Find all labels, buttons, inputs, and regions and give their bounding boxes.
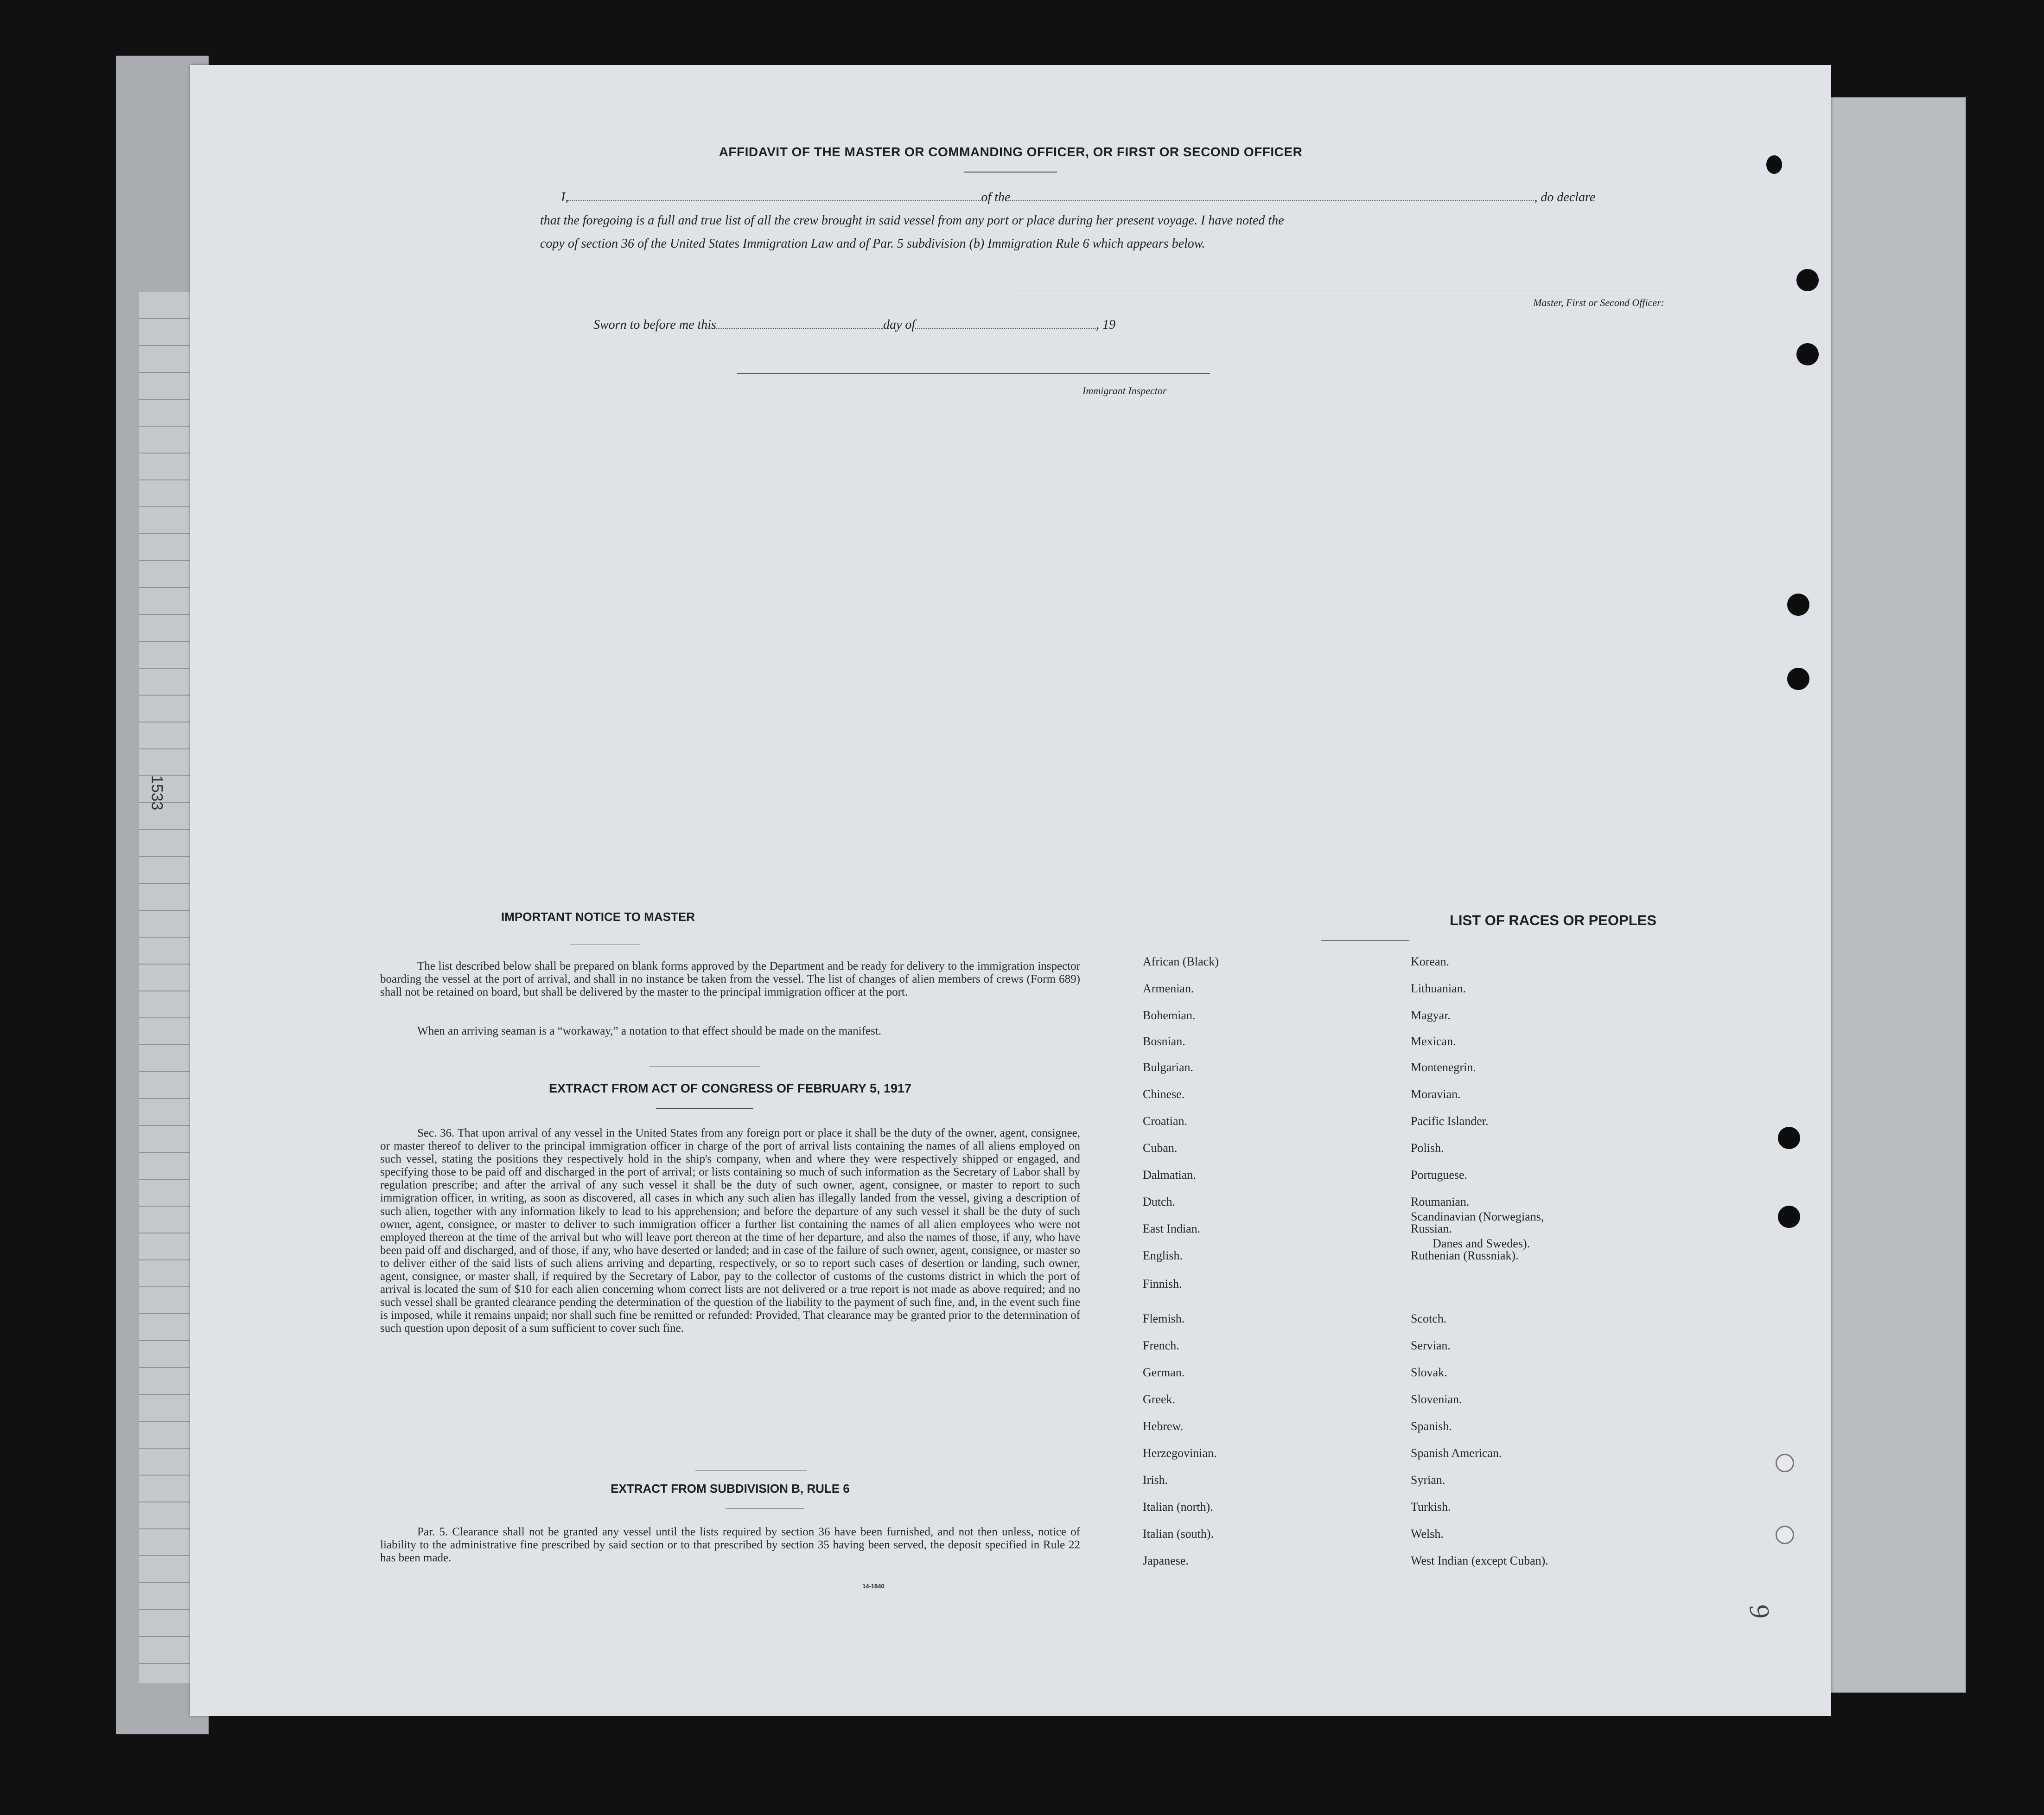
race-item: Russian. [1411,1222,1452,1235]
race-item: French. [1143,1339,1179,1352]
race-item: Slovak. [1411,1366,1447,1379]
affidavit-line-3: copy of section 36 of the United States Immigration Law and of Par. 5 subdivision (b) Immigration Rule 6 which appears below. [540,236,1205,251]
race-item: Flemish. [1143,1312,1185,1325]
punch-hole [1778,1206,1800,1228]
affidavit-of-the: of the [981,190,1011,205]
race-item: Chinese. [1143,1087,1185,1101]
race-item: Portuguese. [1411,1168,1468,1182]
race-item: Bohemian. [1143,1009,1196,1022]
race-scandinavian-continued: Danes and Swedes). [1433,1237,1530,1250]
race-item: African (Black) [1143,955,1219,968]
race-item: East Indian. [1143,1222,1201,1235]
affidavit-line-1 [561,190,1664,205]
race-item: Irish. [1143,1473,1168,1487]
margin-mark: 9 [1743,1601,1776,1621]
race-item: Finnish. [1143,1277,1182,1291]
race-item: Magyar. [1411,1009,1451,1022]
punch-hole [1787,594,1809,616]
race-item: Polish. [1411,1141,1444,1155]
race-item: Ruthenian (Russniak). [1411,1249,1519,1262]
race-item: Italian (north). [1143,1500,1213,1514]
race-item: German. [1143,1366,1185,1379]
punch-hole-empty [1776,1526,1794,1544]
race-item: Greek. [1143,1393,1176,1406]
form-code: 14-1840 [862,1583,885,1590]
sworn-year: , 19 [1096,318,1116,332]
race-item: Croatian. [1143,1114,1188,1128]
sworn-prefix: Sworn to before me this [593,318,716,332]
background-ruled-strip [139,292,190,1683]
race-item: Dutch. [1143,1195,1176,1208]
affidavit-title: AFFIDAVIT OF THE MASTER OR COMMANDING OFFICER, OR FIRST OR SECOND OFFICER [719,145,1303,159]
affidavit-line-2: that the foregoing is a full and true list of all the crew brought in said vessel from any port or place during her present voyage. I have noted the [540,213,1284,228]
race-item: Welsh. [1411,1527,1444,1540]
punch-hole [1787,668,1809,690]
background-sheet-right [1817,97,1966,1693]
race-item: Servian. [1411,1339,1451,1352]
race-item: English. [1143,1249,1183,1262]
races-title: LIST OF RACES OR PEOPLES [1449,912,1657,928]
race-item: Cuban. [1143,1141,1178,1155]
race-item: Bulgarian. [1143,1061,1194,1074]
race-item: Dalmatian. [1143,1168,1196,1182]
race-item: West Indian (except Cuban). [1411,1554,1548,1567]
race-item: Scandinavian (Norwegians, [1411,1210,1544,1223]
race-item: Japanese. [1143,1554,1189,1567]
day-blank [716,328,883,329]
vessel-blank [1010,200,1534,201]
race-item: Hebrew. [1143,1419,1184,1433]
race-item: Spanish American. [1411,1446,1502,1460]
race-item: Scotch. [1411,1312,1447,1325]
affidavit-declare: , do declare [1534,190,1596,205]
race-item: Armenian. [1143,982,1194,995]
sworn-line [593,318,1115,332]
punch-hole-empty [1776,1454,1794,1472]
notice-paragraph-2: When an arriving seaman is a “workaway,” a notation to that effect should be made on the manifest. [417,1025,882,1037]
notice-paragraph-1: The list described below shall be prepared on blank forms approved by the Department and be ready for delivery to the immigration inspector boarding the vessel at the port of arrival, and shall in no instance be taken from the vessel. The list of changes of alien members of crews (Form 689) shall not be retained on board, but shall be delivered by the master to the principal immigration officer at the port. [380,960,1080,998]
notice-title: IMPORTANT NOTICE TO MASTER [501,910,695,924]
race-item: Turkish. [1411,1500,1451,1514]
month-blank [915,328,1096,329]
race-item: Montenegrin. [1411,1061,1476,1074]
affidavit-i: I, [561,190,569,205]
document-page [190,65,1831,1716]
race-item: Italian (south). [1143,1527,1214,1540]
extract-act-underline [656,1108,753,1109]
title-underline [964,172,1057,173]
race-item: Moravian. [1411,1087,1461,1101]
race-item: Pacific Islander. [1411,1114,1489,1128]
extract-rule-text: Par. 5. Clearance shall not be granted any vessel until the lists required by section 36 have been furnished, and not then unless, notice of liability to the administrative fine prescribed by said section or to that prescribed by section 35 having been served, the deposit specified in Rule 22 has been made. [380,1526,1080,1564]
race-item: Lithuanian. [1411,982,1466,995]
inspector-label: Immigrant Inspector [1082,385,1167,396]
inspector-line [737,373,1210,374]
races-underline [1321,940,1409,941]
margin-number: 1533 [148,775,166,811]
sworn-day-of: day of [883,318,916,332]
race-item: Slovenian. [1411,1393,1462,1406]
extract-act-text: Sec. 36. That upon arrival of any vessel in the United States from any foreign port or place it shall be the duty of the owner, agent, consignee, or master thereof to deliver to the principal immigration officer in charge of the port of arrival lists containing the names of all aliens employed on such vessel, stating the positions they respectively hold in the ship's company, when and where they were respectively shipped or engaged, and specifying those to be paid off and discharged in the port of arrival; or lists containing so much of such information as the Secretary of Labor shall by regulation prescribe; and after the arrival of any such vessel it shall be the duty of such owner, agent, consignee, or master to report to such immigration officer, in writing, as soon as discovered, all cases in which any such alien has illegally landed from the vessel, giving a description of such alien, together with any information likely to lead to his apprehension; and before the departure of any such vessel it shall be the duty of such owner, agent, consignee, or master to deliver to such immigration officer a further list containing the names of all alien employees who were not employed thereon at the time of the arrival but who will leave port thereon at the time of her departure, and also the names of those, if any, who have been paid off and discharged, and of those, if any, who have deserted or landed; and in case of the failure of such owner, agent, consignee, or master so to deliver either of the said lists of such aliens arriving and departing, respectively, or so to report such cases of desertion or landing, such owner, agent, consignee, or master shall, if required by the Secretary of Labor, pay to the collector of customs of the customs district in which the port of arrival is located the sum of $10 for each alien concerning whom correct lists are not delivered or a true report is not made as above required; and no such vessel shall be granted clearance pending the determination of the question of the liability to the payment of such fine, and, in the event such fine is imposed, while it remains unpaid; nor shall such fine be remitted or refunded: Provided, That clearance may be granted prior to the determination of such question upon deposit of a sum sufficient to cover such fine. [380,1127,1080,1335]
signature-label: Master, First or Second Officer: [1533,297,1664,308]
race-item: Roumanian. [1411,1195,1470,1208]
race-item: Mexican. [1411,1035,1456,1048]
name-blank [568,200,981,201]
race-item: Herzegovinian. [1143,1446,1217,1460]
punch-hole [1778,1127,1800,1149]
race-item: Spanish. [1411,1419,1452,1433]
race-item: Bosnian. [1143,1035,1185,1048]
punch-hole [1796,343,1819,365]
punch-hole [1796,269,1819,291]
extract-rule-title: EXTRACT FROM SUBDIVISION B, RULE 6 [611,1482,850,1495]
race-item: Syrian. [1411,1473,1445,1487]
extract-act-title: EXTRACT FROM ACT OF CONGRESS OF FEBRUARY 5, 1917 [548,1081,912,1095]
race-item: Korean. [1411,955,1450,968]
